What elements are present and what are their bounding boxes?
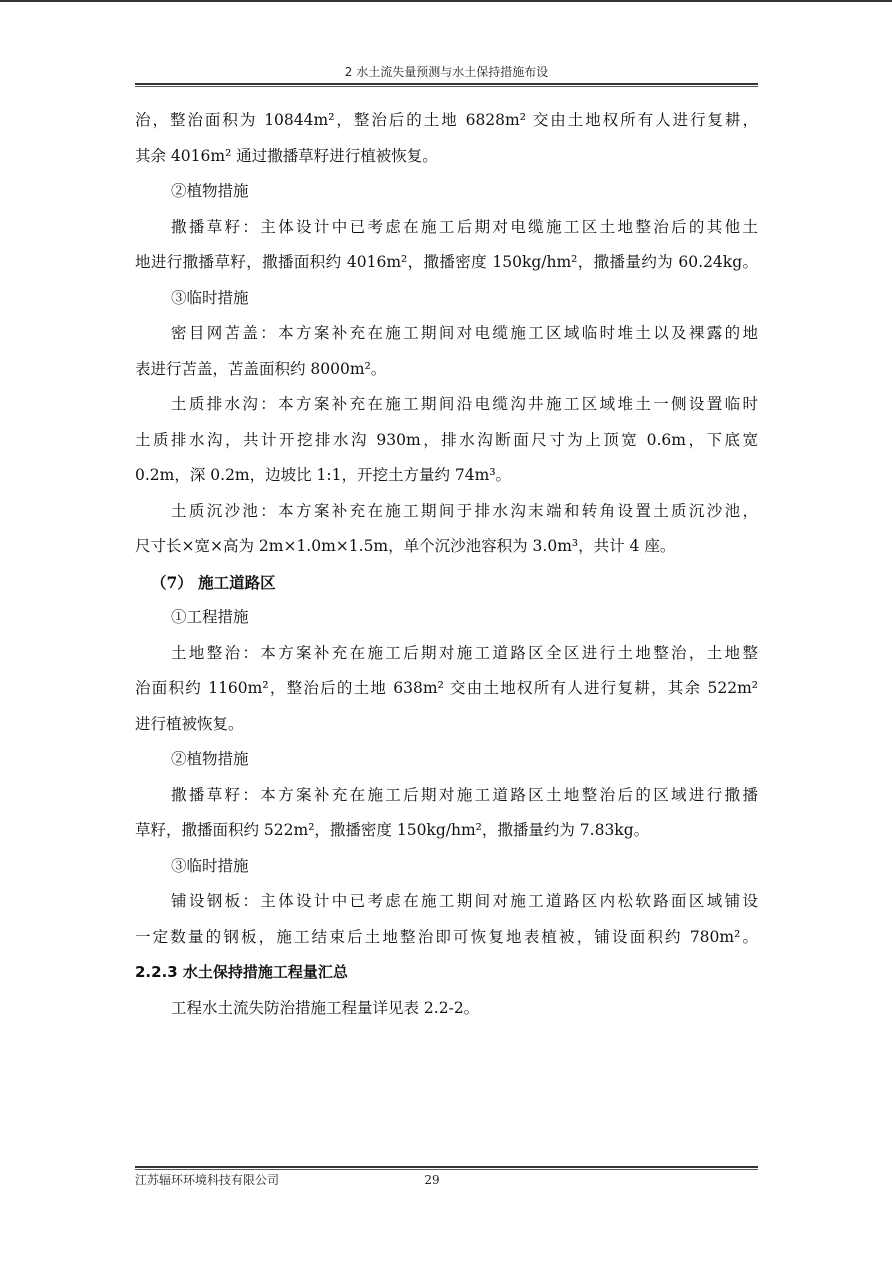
body-line: 草籽，撒播面积约 522m²，撒播密度 150kg/hm²，撒播量约为 7.83kg。 (135, 821, 650, 839)
page-number: 29 (424, 1173, 440, 1187)
body-line: 尺寸长×宽×高为 2m×1.0m×1.5m，单个沉沙池容积为 3.0m³，共计 4 座。 (135, 537, 676, 555)
header-divider-thin (135, 86, 758, 87)
body-line: 其余 4016m² 通过撒播草籽进行植被恢复。 (135, 146, 438, 165)
body-line: 撒播草籽：本方案补充在施工后期对施工道路区土地整治后的区域进行撒播 (171, 785, 758, 804)
body-line: 工程水土流失防治措施工程量详见表 2.2-2。 (171, 998, 480, 1017)
body-line: 铺设钢板：主体设计中已考虑在施工期间对施工道路区内松软路面区域铺设 (171, 892, 758, 910)
body-line: 0.2m，深 0.2m，边坡比 1:1，开挖土方量约 74m³。 (135, 466, 512, 484)
body-line: 治，整治面积为 10844m²，整治后的土地 6828m² 交由土地权所有人进行复耕， (135, 111, 758, 129)
body-line: 一定数量的钢板，施工结束后土地整治即可恢复地表植被，铺设面积约 780m²。 (135, 927, 758, 946)
body-line: 土质沉沙池：本方案补充在施工期间于排水沟末端和转角设置土质沉沙池， (171, 501, 758, 520)
body-line: 地进行撒播草籽，撒播面积约 4016m²，撒播密度 150kg/hm²，撒播量约为 60.24kg。 (135, 253, 758, 271)
body-line: 撒播草籽：主体设计中已考虑在施工后期对电缆施工区土地整治后的其他土 (171, 217, 758, 236)
footer-divider-thin (135, 1169, 758, 1170)
top-border (0, 0, 892, 2)
subheading-engineering-measures: ①工程措施 (171, 608, 249, 626)
section-heading-2-2-3: 2.2.3 水土保持措施工程量汇总 (135, 963, 348, 981)
header-divider (135, 83, 758, 85)
subheading-temporary-measures: ③临时措施 (171, 856, 249, 875)
body-line: 密目网苫盖：本方案补充在施工期间对电缆施工区域临时堆土以及裸露的地 (171, 324, 758, 342)
body-line: 土质排水沟，共计开挖排水沟 930m，排水沟断面尺寸为上顶宽 0.6m，下底宽 (135, 430, 758, 449)
running-header: 2 水土流失量预测与水土保持措施布设 (344, 65, 549, 79)
body-line: 土质排水沟：本方案补充在施工期间沿电缆沟井施工区域堆土一侧设置临时 (171, 395, 758, 413)
body-line: 土地整治：本方案补充在施工后期对施工道路区全区进行土地整治，土地整 (171, 643, 758, 662)
body-line: 进行植被恢复。 (135, 714, 244, 733)
body-line: 治面积约 1160m²，整治后的土地 638m² 交由土地权所有人进行复耕，其余 522m² (135, 679, 758, 697)
section-heading-road-area: （7） 施工道路区 (151, 572, 276, 592)
subheading-plant-measures: ②植物措施 (171, 750, 249, 768)
page-body (135, 103, 758, 1026)
footer-divider (135, 1166, 758, 1168)
footer-company-name: 江苏辐环环境科技有限公司 (135, 1173, 280, 1187)
subheading-plant-measures: ②植物措施 (171, 182, 249, 200)
body-line: 表进行苫盖，苫盖面积约 8000m²。 (135, 359, 387, 378)
subheading-temporary-measures: ③临时措施 (171, 288, 249, 307)
